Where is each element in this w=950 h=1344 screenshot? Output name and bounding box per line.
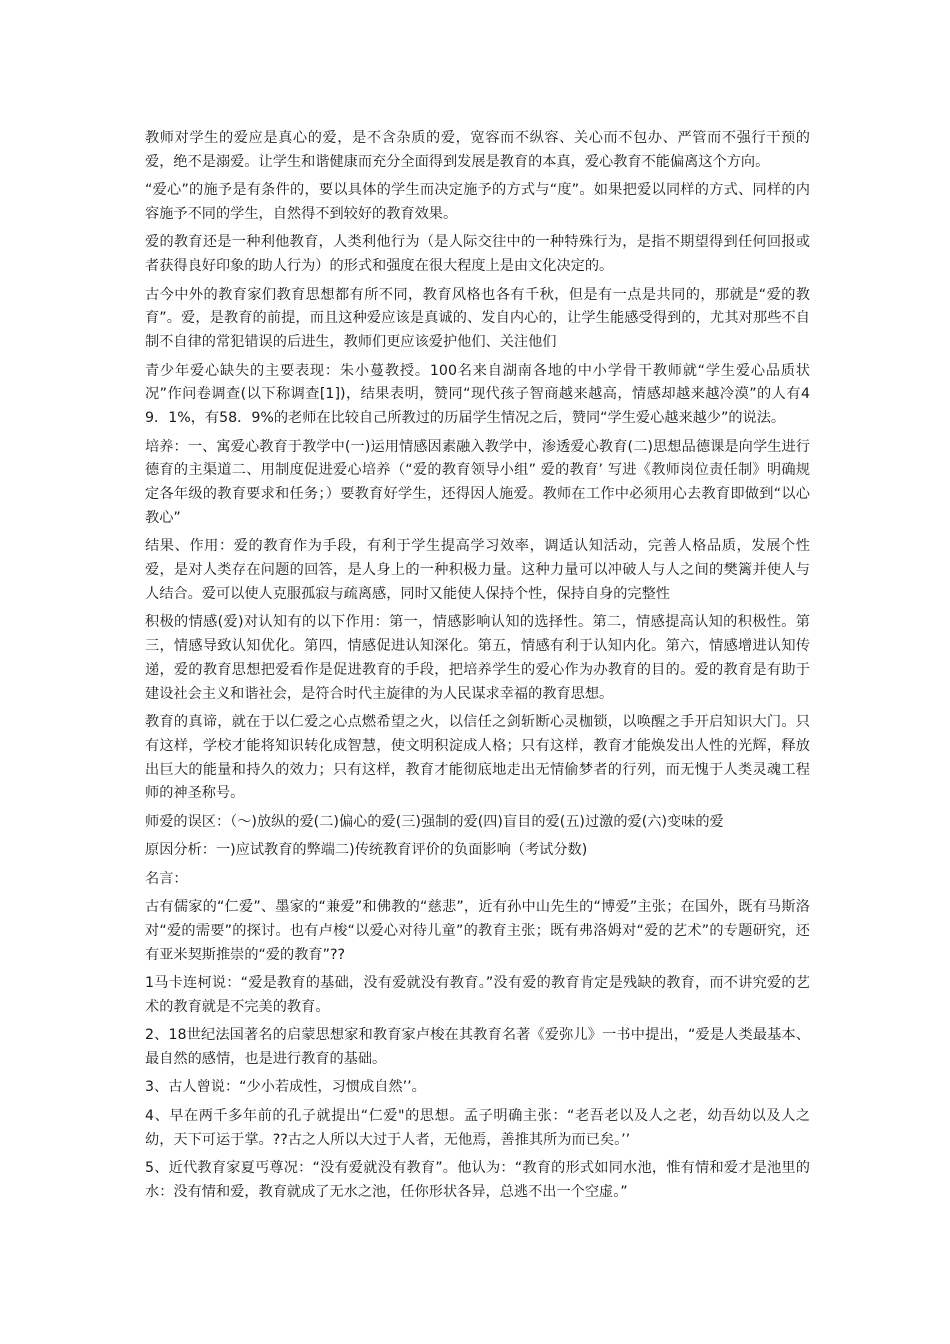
paragraph-3: 爱的教育还是一种利他教育，人类利他行为（是人际交往中的一种特殊行为，是指不期望得到任何回报或者获得良好印象的助人行为）的形式和强度在很大程度上是由文化决定的。 bbox=[145, 234, 810, 275]
paragraph-16: 3、古人曾说：“少小若成性，习惯成自然’’。 bbox=[145, 1079, 426, 1096]
paragraph-1: 教师对学生的爱应是真心的爱，是不含杂质的爱，宽容而不纵容、关心而不包办、严管而不强行干预的爱，绝不是溺爱。让学生和谐健康而充分全面得到发展是教育的本真，爱心教育不能偏离这个方向。 bbox=[145, 130, 810, 170]
document-body bbox=[145, 127, 810, 1209]
paragraph-6: 培养：一、寓爱心教育于教学中(一)运用情感因素融入教学中，渗透爱心教育(二)思想品德课是向学生进行德育的主渠道二、用制度促进爱心培养（“爱的教育领导小组” 爱的教育’ 写进《教师岗位责任制》明确规定各年级的教育要求和任务；）要教育好学生，还得因人施爱。教师在工作中必须用心去教育即做到“以心教心” bbox=[145, 438, 810, 526]
paragraph-17: 4、早在两千多年前的孔子就提出“仁爱"的思想。孟子明确主张：“老吾老以及人之老，幼吾幼以及人之幼，天下可运于掌。??古之人所以大过于人者，无他焉，善推其所为而已矣。’’ bbox=[145, 1107, 810, 1148]
paragraph-11: 原因分析：一)应试教育的弊端二)传统教育评价的负面影响（考试分数) bbox=[145, 842, 588, 859]
paragraph-13: 古有儒家的“仁爱”、墨家的“兼爱”和佛教的“慈悲”，近有孙中山先生的“博爱”主张；在国外，既有马斯洛对“爱的需要”的探讨。也有卢梭“以爱心对待儿童”的教育主张；既有弗洛姆对“爱的艺术”的专题研究，还有亚米契斯推崇的“爱的教育”?? bbox=[145, 899, 810, 963]
paragraph-7: 结果、作用：爱的教育作为手段，有利于学生提高学习效率，调适认知活动，完善人格品质，发展个性爱，是对人类存在问题的回答，是人身上的一种积极力量。这种力量可以冲破人与人之间的樊篱并使人与人结合。爱可以使人克服孤寂与疏离感，同时又能使人保持个性，保持自身的完整性 bbox=[145, 538, 810, 602]
paragraph-2: “爱心”的施予是有条件的，要以具体的学生而决定施予的方式与“度”。如果把爱以同样的方式、同样的内容施予不同的学生，自然得不到较好的教育效果。 bbox=[145, 182, 810, 222]
paragraph-14: 1马卡连柯说：“爱是教育的基础，没有爱就没有教育。”没有爱的教育肯定是残缺的教育，而不讲究爱的艺术的教育就是不完美的教育。 bbox=[145, 975, 810, 1015]
paragraph-8: 积极的情感(爱)对认知有的以下作用：第一，情感影响认知的选择性。第二，情感提高认知的积极性。第三，情感导致认知优化。第四，情感促进认知深化。第五，情感有利于认知内化。第六，情感增进认知传递，爱的教育思想把爱看作是促进教育的手段，把培养学生的爱心作为办教育的目的。爱的教育是有助于建设社会主义和谐社会，是符合时代主旋律的为人民谋求幸福的教育思想。 bbox=[145, 614, 810, 702]
paragraph-5: 青少年爱心缺失的主要表现：朱小蔓教授。100名来自湖南各地的中小学骨干教师就“学生爱心品质状况”作问卷调查(以下称调查[1])，结果表明，赞同“现代孩子智商越来越高，情感却越来越冷漠”的人有49．1%，有58．9%的老师在比较自己所教过的历届学生情况之后，赞同“学生爱心越来越少”的说法。 bbox=[145, 362, 810, 427]
paragraph-10: 师爱的误区：（～)放纵的爱(二)偏心的爱(三)强制的爱(四)盲目的爱(五)过激的爱(六)变味的爱 bbox=[145, 813, 724, 830]
paragraph-4: 古今中外的教育家们教育思想都有所不同，教育风格也各有千秋，但是有一点是共同的，那就是“爱的教育”。爱，是教育的前提，而且这种爱应该是真诚的、发自内心的，让学生能感受得到的，尤其对那些不自制不自律的常犯错误的后进生，教师们更应该爱护他们、关注他们 bbox=[145, 286, 810, 351]
paragraph-12: 名言： bbox=[145, 870, 188, 887]
paragraph-15: 2、18世纪法国著名的启蒙思想家和教育家卢梭在其教育名著《爱弥儿》一书中提出，“爱是人类最基本、最自然的感情，也是进行教育的基础。 bbox=[145, 1027, 810, 1067]
paragraph-9: 教育的真谛，就在于以仁爱之心点燃希望之火，以信任之剑斩断心灵枷锁，以唤醒之手开启知识大门。只有这样，学校才能将知识转化成智慧，使文明积淀成人格；只有这样，教育才能焕发出人性的光辉，释放出巨大的能量和持久的效力；只有这样，教育才能彻底地走出无情偷梦者的行列，而无愧于人类灵魂工程师的神圣称号。 bbox=[145, 714, 810, 802]
paragraph-18: 5、近代教育家夏丐尊况：“没有爱就没有教育”。他认为：“教育的形式如同水池，惟有情和爱才是池里的水：没有情和爱，教育就成了无水之池，任你形状各异，总逃不出一个空虚。” bbox=[145, 1159, 810, 1200]
